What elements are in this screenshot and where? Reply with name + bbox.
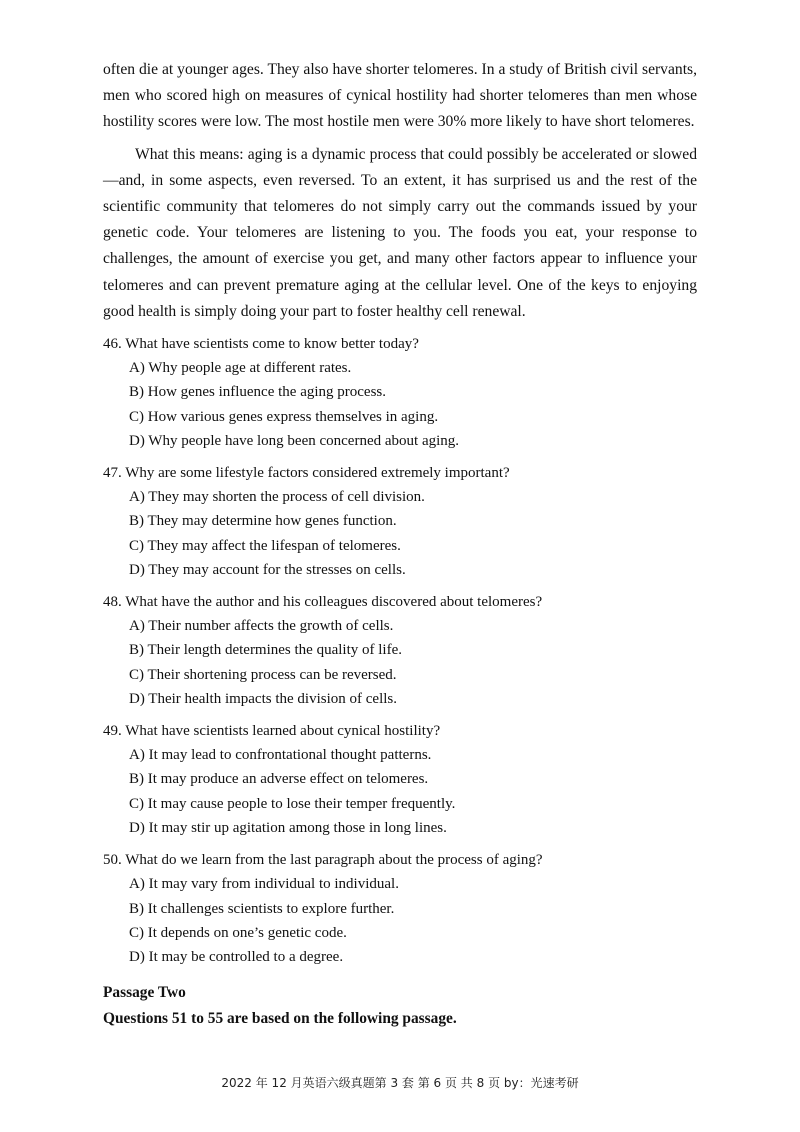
question-46 xyxy=(103,332,697,453)
question-stem: 49. What have scientists learned about cynical hostility? xyxy=(103,723,441,740)
option-a: A) Why people age at different rates. xyxy=(129,360,352,377)
page-footer: 2022 年 12 月英语六级真题第 3 套 第 6 页 共 8 页 by：光速考研 xyxy=(221,1076,579,1090)
paragraph-continuation: often die at younger ages. They also have shorter telomeres. In a study of British civil servants, men who scored high on measures of cynical hostility had shorter telomeres than men whose hostility scores were low. The most hostile men were 30% more likely to have short telomeres. xyxy=(103,61,697,131)
option-list xyxy=(103,743,697,840)
question-stem: 47. Why are some lifestyle factors considered extremely important? xyxy=(103,465,510,482)
question-47 xyxy=(103,461,697,582)
option-d: D) It may be controlled to a degree. xyxy=(129,948,344,965)
question-stem: 48. What have the author and his colleagues discovered about telomeres? xyxy=(103,594,543,611)
passage-two-heading xyxy=(103,980,697,1032)
passage-instruction: Questions 51 to 55 are based on the following passage. xyxy=(103,1010,457,1028)
option-list xyxy=(103,356,697,453)
option-b: B) How genes influence the aging process. xyxy=(129,384,387,401)
option-list xyxy=(103,485,697,582)
option-d: D) Why people have long been concerned about aging. xyxy=(129,432,460,449)
question-48 xyxy=(103,590,697,711)
option-c: C) It may cause people to lose their temper frequently. xyxy=(129,795,456,812)
question-50 xyxy=(103,848,697,969)
question-49 xyxy=(103,719,697,840)
question-stem: 46. What have scientists come to know better today? xyxy=(103,336,419,353)
option-a: A) Their number affects the growth of cells. xyxy=(129,618,394,635)
paragraph-what-this-means: What this means: aging is a dynamic process that could possibly be accelerated or slowed—and, in some aspects, even reversed. To an extent, it has surprised us and the rest of the scientific community that telomeres do not simply carry out the commands issued by your genetic code. Your telomeres are listening to you. The foods you eat, your response to challenges, the amount of exercise you get, and many other factors appear to influence your telomeres and can prevent premature aging at the cellular level. One of the keys to enjoying good health is simply doing your part to foster healthy cell renewal. xyxy=(103,145,697,320)
option-a: A) It may lead to confrontational thought patterns. xyxy=(129,747,432,764)
option-b: B) It challenges scientists to explore further. xyxy=(129,900,395,917)
option-d: D) They may account for the stresses on cells. xyxy=(129,561,406,578)
option-c: C) It depends on one’s genetic code. xyxy=(129,924,347,941)
question-stem: 50. What do we learn from the last paragraph about the process of aging? xyxy=(103,852,543,869)
option-b: B) They may determine how genes function. xyxy=(129,513,397,530)
option-d: D) Their health impacts the division of cells. xyxy=(129,690,397,707)
option-list xyxy=(103,872,697,969)
option-a: A) It may vary from individual to individual. xyxy=(129,876,399,893)
document-page xyxy=(103,57,697,1032)
option-c: C) How various genes express themselves in aging. xyxy=(129,408,439,425)
option-b: B) Their length determines the quality of life. xyxy=(129,642,402,659)
option-a: A) They may shorten the process of cell division. xyxy=(129,489,425,506)
option-c: C) They may affect the lifespan of telomeres. xyxy=(129,537,401,554)
option-b: B) It may produce an adverse effect on telomeres. xyxy=(129,771,429,788)
option-d: D) It may stir up agitation among those in long lines. xyxy=(129,819,447,836)
passage-title: Passage Two xyxy=(103,984,186,1002)
option-list xyxy=(103,614,697,711)
option-c: C) Their shortening process can be reversed. xyxy=(129,666,397,683)
